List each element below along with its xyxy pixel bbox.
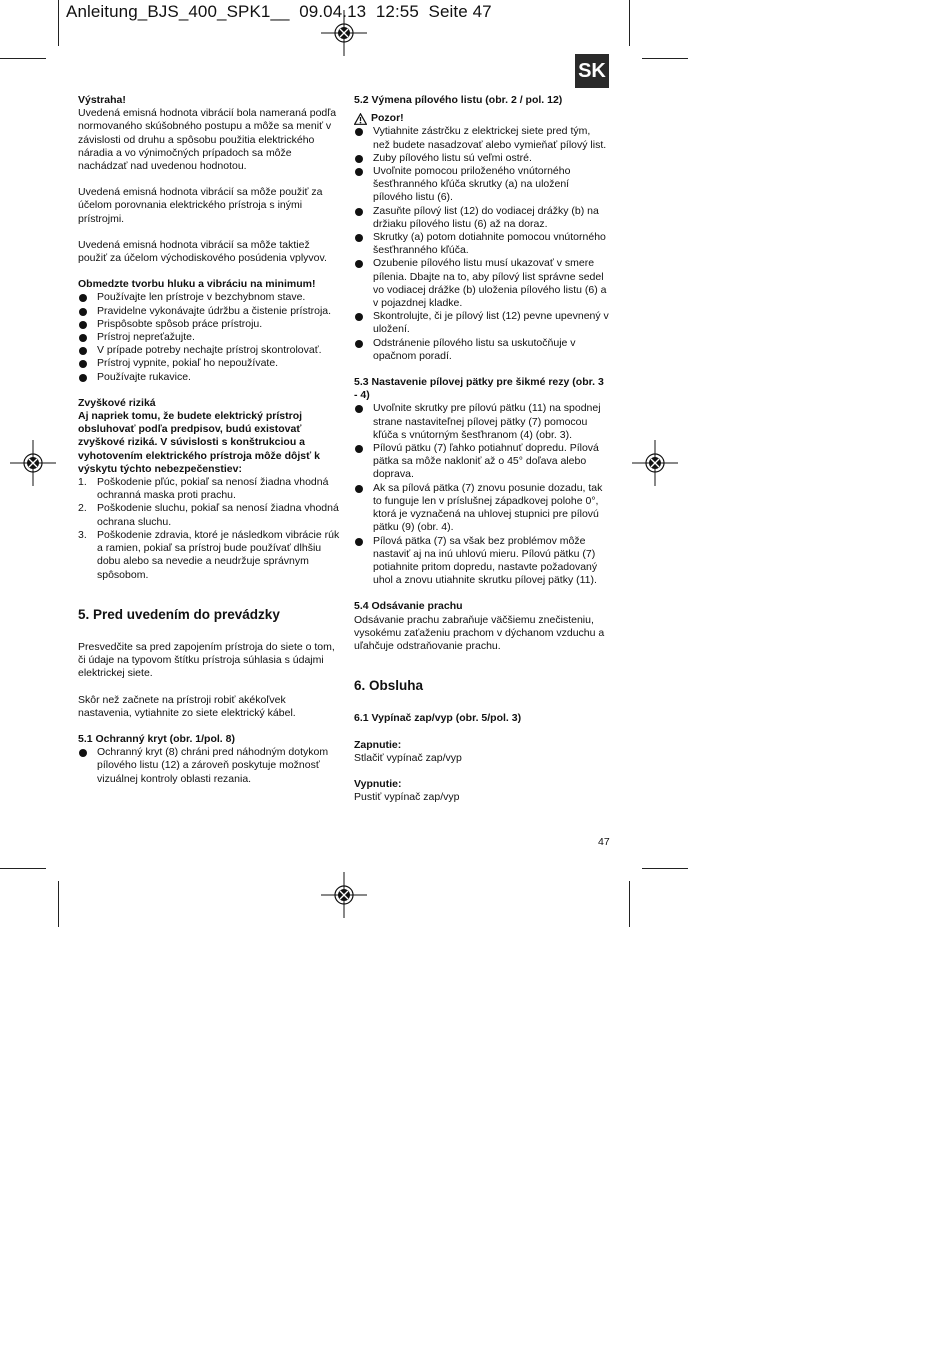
list-item: Uvoľnite pomocou priloženého vnútorného šesťhranného kľúča skrutky (a) na uložení pílového listu (6). [354, 165, 610, 205]
section-6-1-title: 6.1 Vypínač zap/vyp (obr. 5/pol. 3) [354, 712, 522, 725]
registration-mark-icon [632, 440, 678, 486]
list-item: Používajte len prístroje v bezchybnom stave. [78, 291, 340, 304]
list-number: 3. [78, 528, 87, 541]
section-5-4-title: 5.4 Odsávanie prachu [354, 600, 463, 613]
list-item: Vytiahnite zástrčku z elektrickej siete pred tým, než budete nasadzovať alebo vymieňať pílový list. [354, 125, 610, 151]
section-5-2-list [354, 125, 610, 363]
list-item: Ak sa pílová pätka (7) znovu posunie dozadu, tak to funguje len v príslušnej západkovej polohe 0°, ktorá je vyznačená na uhlovej stupnici pre pílovú pätku (9) (obr. 4). [354, 482, 610, 535]
list-item: Prístroj vypnite, pokiaľ ho nepoužívate. [78, 357, 340, 370]
vibration-paragraph-2: Uvedená emisná hodnota vibrácií sa môže použiť za účelom porovnania elektrického prístroja s inými prístrojmi. [78, 186, 323, 225]
list-item [78, 502, 340, 528]
switch-on-text: Stlačiť vypínač zap/vyp [354, 751, 462, 764]
document-header: Anleitung_BJS_400_SPK1__ 09.04.13 12:55 Seite 47 [66, 2, 492, 21]
crop-mark-bottom-left-v [58, 881, 59, 927]
registration-mark-icon [321, 872, 367, 918]
registration-mark-icon [10, 440, 56, 486]
registration-mark-icon [321, 10, 367, 56]
crop-mark-top-right-h [642, 58, 688, 59]
section-5-title: 5. Pred uvedením do prevádzky [78, 606, 280, 622]
vibration-paragraph-3: Uvedená emisná hodnota vibrácií sa môže taktiež použiť za účelom východiskového posúdenia vplyvov. [78, 238, 327, 265]
list-item: Skrutky (a) potom dotiahnite pomocou vnútorného šesťhranného kľúča. [354, 231, 610, 257]
caution-row [354, 112, 610, 125]
language-badge: SK [575, 54, 609, 88]
list-text: Poškodenie pľúc, pokiaľ sa nenosí žiadna vhodná ochranná maska proti prachu. [97, 476, 329, 502]
section-5-paragraph-2: Skôr než začnete na prístroji robiť akékoľvek nastavenia, vytiahnite zo siete elektrický kábel. [78, 693, 296, 719]
crop-mark-bottom-right-v [629, 881, 630, 927]
residual-risks-title: Zvyškové riziká [78, 396, 156, 409]
list-item: Ozubenie pílového listu musí ukazovať v smere pílenia. Dbajte na to, aby pílový list správne sedel vo vodiacej drážke (b) uloženia pílového listu (6) a v pojazdnej kladke. [354, 257, 610, 310]
residual-risks-list [78, 476, 340, 582]
section-5-4-paragraph: Odsávanie prachu zabraňuje väčšiemu znečisteniu, vysokému zaťaženiu prachom v dýchanom vzduchu a uľahčuje odstraňovanie prachu. [354, 613, 605, 652]
section-5-2-title: 5.2 Výmena pílového listu (obr. 2 / pol. 12) [354, 94, 563, 106]
crop-mark-bottom-right-h [642, 868, 688, 869]
vibration-paragraph-1: Uvedená emisná hodnota vibrácií bola nameraná podľa normovaného skúšobného postupu a môže sa meniť v závislosti od druhu a spôsobu použitia elektrického náradia a vo výnimočných prípadoch sa môže nachádzať nad uvedenou hodnotou. [78, 107, 337, 173]
list-item: Prispôsobte spôsob práce prístroju. [78, 318, 340, 331]
crop-mark-top-right-v [629, 0, 630, 46]
crop-mark-top-left-h [0, 58, 46, 59]
list-item: Odstránenie pílového listu sa uskutočňuje v opačnom poradí. [354, 337, 610, 363]
section-5-3-title: 5.3 Nastavenie pílovej pätky pre šikmé rezy (obr. 3 - 4) [354, 376, 604, 402]
list-item: Pravidelne vykonávajte údržbu a čistenie prístroja. [78, 305, 340, 318]
crop-mark-top-left-v [58, 0, 59, 46]
list-text: Poškodenie zdravia, ktoré je následkom vibrácie rúk a ramien, pokiaľ sa prístroj bude používať dlhšiu dobu alebo sa nevedie a neudržuje správnym spôsobom. [97, 528, 340, 581]
caution-label: Pozor! [371, 112, 404, 125]
section-5-1-title: 5.1 Ochranný kryt (obr. 1/pol. 8) [78, 732, 235, 745]
left-column [78, 94, 340, 799]
residual-risks-intro: Aj napriek tomu, že budete elektrický prístroj obsluhovať podľa predpisov, budú existovať zvyškové riziká. V súvislosti s konštrukciou a vyhotovením elektrického prístroja môže dôjsť k výskytu týchto nebezpečenstiev: [78, 410, 320, 475]
list-item: V prípade potreby nechajte prístroj skontrolovať. [78, 344, 340, 357]
section-5-3-list [354, 402, 610, 587]
list-item [78, 529, 340, 582]
list-item: Zasuňte pílový list (12) do vodiacej drážky (b) na držiaku pílového listu (6) až na doraz. [354, 205, 610, 231]
right-column [354, 94, 610, 817]
switch-off-text: Pustiť vypínač zap/vyp [354, 791, 460, 804]
crop-mark-bottom-left-h [0, 868, 46, 869]
list-number: 2. [78, 502, 87, 515]
minimize-title: Obmedzte tvorbu hluku a vibráciu na minimum! [78, 278, 316, 291]
page-number: 47 [598, 836, 610, 848]
switch-on-title: Zapnutie: [354, 738, 402, 751]
list-text: Poškodenie sluchu, pokiaľ sa nenosí žiadna vhodná ochrana sluchu. [97, 502, 339, 528]
list-item: Zuby pílového listu sú veľmi ostré. [354, 152, 610, 165]
list-item: Ochranný kryt (8) chráni pred náhodným dotykom pílového listu (12) a zároveň poskytuje možnosť vizuálnej kontroly oblasti rezania. [78, 746, 340, 786]
warning-triangle-icon [354, 113, 367, 125]
list-item: Prístroj nepreťažujte. [78, 331, 340, 344]
list-item [78, 476, 340, 502]
list-item: Pílovú pätku (7) ľahko potiahnuť dopredu. Pílová pätka sa môže nakloniť až o 45° doľava alebo doprava. [354, 442, 610, 482]
section-5-1-list [78, 746, 340, 786]
list-item: Uvoľnite skrutky pre pílovú pätku (11) na spodnej strane nastaviteľnej pílovej pätky (7) pomocou kľúča s vnútorným šesťhranom (4) (obr. 3). [354, 402, 610, 442]
list-number: 1. [78, 476, 87, 489]
list-item: Používajte rukavice. [78, 371, 340, 384]
list-item: Skontrolujte, či je pílový list (12) pevne upevnený v uložení. [354, 310, 610, 336]
switch-off-title: Vypnutie: [354, 777, 402, 790]
section-6-title: 6. Obsluha [354, 678, 424, 694]
section-5-paragraph-1: Presvedčite sa pred zapojením prístroja do siete o tom, či údaje na typovom štítku prístroja súhlasia s údajmi elektrickej siete. [78, 640, 335, 680]
warning-title: Výstraha! [78, 94, 126, 106]
minimize-list [78, 291, 340, 383]
list-item: Pílová pätka (7) sa však bez problémov môže nastaviť aj na inú uhlovú mieru. Pílovú pätku (7) potiahnite pritom dopredu, nastavte požadovaný uhol a znovu utiahnite skrutku pílovej pätky (11). [354, 535, 610, 588]
